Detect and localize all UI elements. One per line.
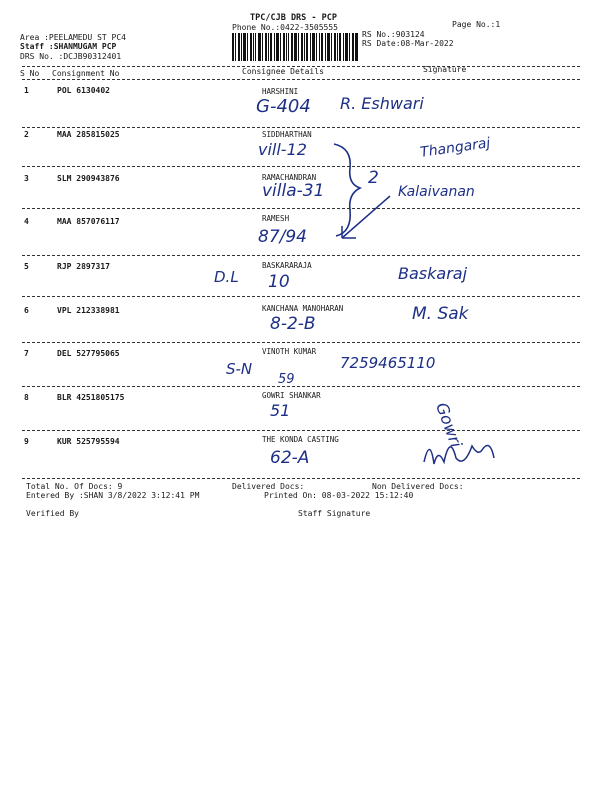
row-consignee: SIDDHARTHAN xyxy=(262,130,312,139)
row-divider xyxy=(22,386,580,387)
row-divider xyxy=(22,127,580,128)
rs-number: RS No.:903124 xyxy=(362,30,425,39)
handwritten-address: 8-2-B xyxy=(270,314,316,334)
handwritten-address: G-404 xyxy=(256,96,311,117)
row-consignee: RAMACHANDRAN xyxy=(262,173,317,182)
col-sno-header: S No xyxy=(20,69,40,78)
row-consignment: DEL 527795065 xyxy=(57,349,120,358)
row-divider xyxy=(22,342,580,343)
barcode-image xyxy=(232,33,358,61)
row-sno: 6 xyxy=(24,306,29,315)
row-consignee: VINOTH KUMAR xyxy=(262,347,317,356)
handwritten-address: vill-12 xyxy=(258,140,307,159)
sheet-title: TPC/CJB DRS - PCP xyxy=(250,13,337,23)
handwritten-address: 51 xyxy=(270,401,291,420)
handwritten-address: 10 xyxy=(268,272,290,292)
staff-signature: Staff Signature xyxy=(298,509,371,518)
row-sno: 4 xyxy=(24,217,29,226)
col-signature-header: Signature xyxy=(423,65,467,74)
row-sno: 7 xyxy=(24,349,29,358)
row-divider xyxy=(22,255,580,256)
row-consignee: GOWRI SHANKAR xyxy=(262,391,321,400)
row-sno: 2 xyxy=(24,130,29,139)
handwritten-signature: Kalaivanan xyxy=(398,184,475,200)
row-consignment: MAA 857076117 xyxy=(57,217,120,226)
handwritten-note: 2 xyxy=(368,168,379,188)
verified-by: Verified By xyxy=(26,509,79,518)
handwritten-address: 59 xyxy=(278,372,295,387)
row-divider xyxy=(22,208,580,209)
arrow-mark xyxy=(338,190,398,242)
row-consignee: THE KONDA CASTING xyxy=(262,435,339,444)
handwritten-address: 62-A xyxy=(270,448,310,468)
row-consignee: BASKARARAJA xyxy=(262,261,312,270)
handwritten-signature: Thangaraj xyxy=(419,135,492,161)
handwritten-note: S-N xyxy=(226,360,253,378)
rs-date: RS Date:08-Mar-2022 xyxy=(362,39,454,48)
area-label: Area :PEELAMEDU ST PC4 xyxy=(20,33,126,42)
total-docs: Total No. Of Docs: 9 xyxy=(26,482,123,491)
page-number: Page No.:1 xyxy=(452,20,501,29)
col-consignment-header: Consignment No xyxy=(52,69,120,78)
phone-number: Phone No.:0422-3505555 xyxy=(232,23,338,32)
row-consignee: KANCHANA MANOHARAN xyxy=(262,304,344,313)
col-consignee-header: Consignee Details xyxy=(242,67,324,76)
row-sno: 3 xyxy=(24,174,29,183)
handwritten-phone: 7259465110 xyxy=(340,354,436,372)
entered-by: Entered By :SHAN 3/8/2022 3:12:41 PM xyxy=(26,491,200,500)
printed-on: Printed On: 08-03-2022 15:12:40 xyxy=(264,491,414,500)
row-sno: 5 xyxy=(24,262,29,271)
handwritten-signature: Baskaraj xyxy=(398,264,468,283)
row-divider xyxy=(22,296,580,297)
row-divider xyxy=(22,166,580,167)
handwritten-address: villa-31 xyxy=(262,181,325,201)
drs-number: DRS No. :DCJB90312401 xyxy=(20,52,122,61)
handwritten-signature: Gowri xyxy=(432,400,466,451)
row-divider xyxy=(22,478,580,479)
row-consignment: POL 6130402 xyxy=(57,86,110,95)
row-sno: 9 xyxy=(24,437,29,446)
row-consignment: VPL 212338981 xyxy=(57,306,120,315)
row-consignment: MAA 285815025 xyxy=(57,130,120,139)
row-consignee: RAMESH xyxy=(262,214,290,223)
handwritten-signature: M. Sak xyxy=(412,304,469,324)
row-consignment: RJP 2897317 xyxy=(57,262,110,271)
divider xyxy=(22,79,580,80)
row-consignment: BLR 4251805175 xyxy=(57,393,125,402)
row-sno: 8 xyxy=(24,393,29,402)
row-consignment: SLM 290943876 xyxy=(57,174,120,183)
row-sno: 1 xyxy=(24,86,29,95)
non-delivered-docs: Non Delivered Docs: xyxy=(372,482,464,491)
row-consignment: KUR 525795594 xyxy=(57,437,120,446)
handwritten-signature: R. Eshwari xyxy=(340,94,424,113)
staff-label: Staff :SHANMUGAM PCP xyxy=(20,42,117,51)
handwritten-address: 87/94 xyxy=(258,227,307,247)
handwritten-note: D.L xyxy=(214,268,239,286)
delivered-docs: Delivered Docs: xyxy=(232,482,305,491)
row-consignee: HARSHINI xyxy=(262,87,299,96)
signature-scribble xyxy=(420,428,500,472)
